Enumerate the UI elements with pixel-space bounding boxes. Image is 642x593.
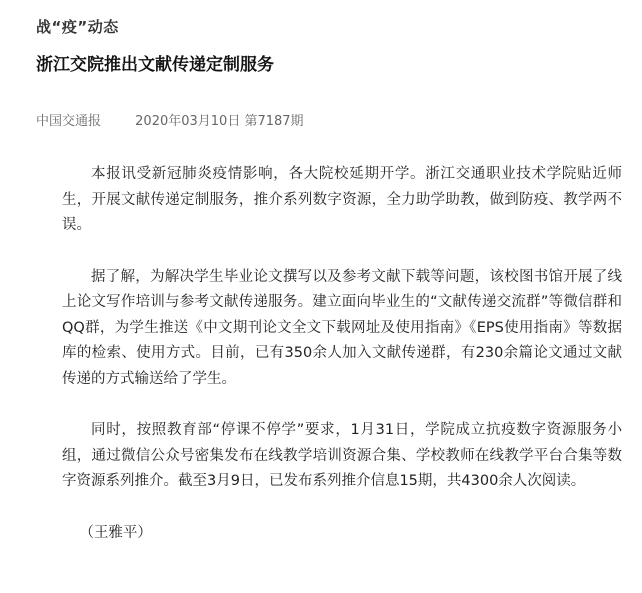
article-meta <box>36 110 304 129</box>
source-label: 中国交通报 <box>36 114 102 129</box>
section-kicker: 战“疫”动态 <box>36 18 119 36</box>
date-issue-label: 2020年03月10日 第7187期 <box>135 114 304 129</box>
article-paragraph-3: 同时，按照教育部“停课不停学”要求，1月31日，学院成立抗疫数字资源服务小组，通过微信公众号密集发布在线教学培训资源合集、学校教师在线教学平台合集等数字资源系列推介。截至3月9日，已发布系列推介信息15期，共4300余人次阅读。 <box>62 422 622 489</box>
article-paragraph-1: 本报讯受新冠肺炎疫情影响，各大院校延期开学。浙江交通职业技术学院贴近师生，开展文献传递定制服务，推介系列数字资源，全力助学助教，做到防疫、教学两不误。 <box>62 166 622 233</box>
article-headline: 浙江交院推出文献传递定制服务 <box>36 55 274 75</box>
article-body <box>62 162 622 546</box>
article-author: （王雅平） <box>79 524 152 541</box>
article-paragraph-2: 据了解，为解决学生毕业论文撰写以及参考文献下载等问题，该校图书馆开展了线上论文写作培训与参考文献传递服务。建立面向毕业生的“文献传递交流群”等微信群和QQ群，为学生推送《中文期刊论文全文下载网址及使用指南》《EPS使用指南》等数据库的检索、使用方式。目前，已有350余人加入文献传递群，有230余篇论文通过文献传递的方式输送给了学生。 <box>62 268 622 387</box>
